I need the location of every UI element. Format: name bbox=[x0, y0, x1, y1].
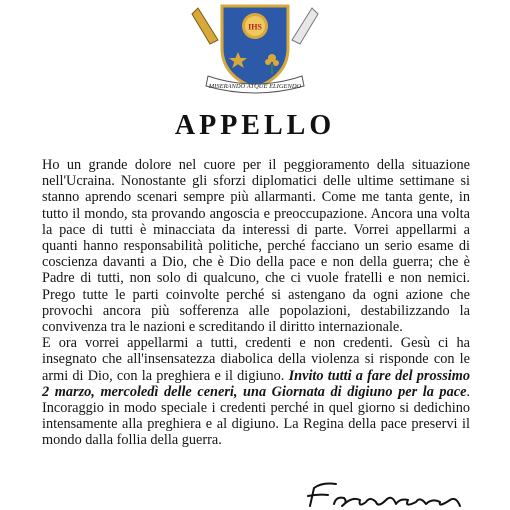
papal-coat-of-arms bbox=[180, 0, 330, 96]
ihs-emblem: IHS bbox=[248, 22, 262, 32]
page-title: APPELLO bbox=[174, 110, 336, 141]
coat-of-arms-image bbox=[180, 0, 330, 96]
paragraph-2-emphasis: Invito tutti a fare del prossimo 2 marzo, mercoledì delle ceneri, una Giornata di digiuno per la pace bbox=[42, 367, 471, 400]
signature-image bbox=[300, 476, 480, 510]
paragraph-2 bbox=[42, 335, 470, 448]
paragraph-2-end: . Incoraggio in modo speciale i credenti perché in quel giorno si dedichino intensamente alla preghiera e al digiuno. La Regina della pace preservi il mondo dalla follia della guerra. bbox=[42, 383, 470, 449]
handwritten-signature bbox=[300, 476, 480, 510]
paragraph-2-start: E ora vorrei appellarmi a tutti, credenti e non credenti. Gesù ci ha insegnato che all'insensatezza diabolica della violenza si risponde con le armi di Dio, con la preghiera e il digiuno. bbox=[42, 335, 470, 384]
paragraph-1: Ho un grande dolore nel cuore per il peggioramento della situazione nell'Ucraina. Nonostante gli sforzi diplomatici delle ultime settimane si stanno aprendo scenari sempre più allarmanti. Come me tanta gente, in tutto il mondo, sta provando angoscia e preoccupazione. Ancora una volta la pace di tutti è minacciata da interessi di parte. Vorrei appellarmi a quanti hanno responsabilità politiche, perché facciano un serio esame di coscienza davanti a Dio, che è Dio della pace e non della guerra; che è Padre di tutti, non solo di qualcuno, che ci vuole fratelli e non nemici. Prego tutte le parti coinvolte perché si astengano da ogni azione che provochi ancora più sofferenza alle popolazioni, destabilizzando la convivenza tra le nazioni e screditando il diritto internazionale. bbox=[42, 157, 470, 336]
appeal-body bbox=[42, 157, 470, 449]
motto-text: MISERANDO ATQUE ELIGENDO bbox=[208, 83, 302, 90]
